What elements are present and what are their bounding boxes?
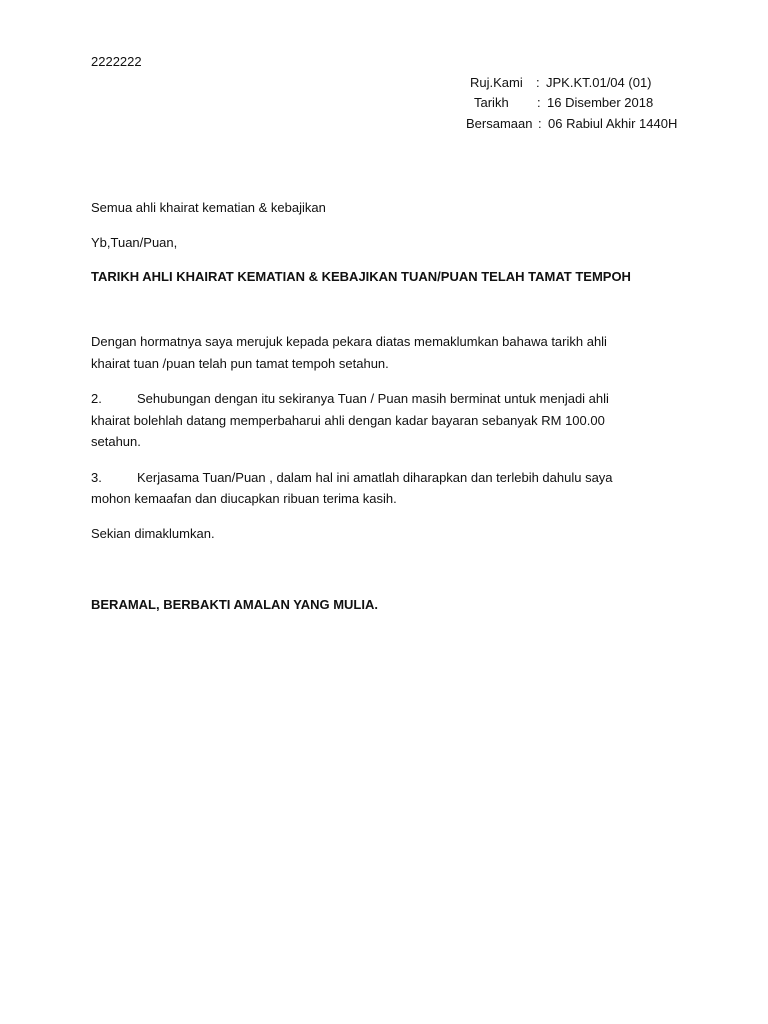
paragraph-2-number: 2.	[91, 391, 102, 406]
salutation: Yb,Tuan/Puan,	[91, 235, 178, 250]
ruj-value: JPK.KT.01/04 (01)	[546, 75, 652, 90]
paragraph-1-line-1: Dengan hormatnya saya merujuk kepada pekara diatas memaklumkan bahawa tarikh ahli	[91, 334, 607, 349]
closing-text: Sekian dimaklumkan.	[91, 526, 215, 541]
subject-heading: TARIKH AHLI KHAIRAT KEMATIAN & KEBAJIKAN TUAN/PUAN TELAH TAMAT TEMPOH	[91, 269, 631, 284]
bersamaan-separator: :	[538, 116, 542, 131]
tarikh-label: Tarikh	[474, 95, 509, 110]
ruj-separator: :	[536, 75, 540, 90]
motto: BERAMAL, BERBAKTI AMALAN YANG MULIA.	[91, 597, 378, 612]
header-code: 2222222	[91, 54, 142, 69]
paragraph-2-line-1: Sehubungan dengan itu sekiranya Tuan / Puan masih berminat untuk menjadi ahli	[137, 391, 609, 406]
bersamaan-label: Bersamaan	[466, 116, 533, 131]
recipient: Semua ahli khairat kematian & kebajikan	[91, 200, 326, 215]
paragraph-3-line-2: mohon kemaafan dan diucapkan ribuan terima kasih.	[91, 491, 397, 506]
tarikh-separator: :	[537, 95, 541, 110]
paragraph-1-line-2: khairat tuan /puan telah pun tamat tempoh setahun.	[91, 356, 389, 371]
paragraph-3-number: 3.	[91, 470, 102, 485]
tarikh-value: 16 Disember 2018	[547, 95, 654, 110]
ruj-label: Ruj.Kami	[470, 75, 523, 90]
paragraph-3-line-1: Kerjasama Tuan/Puan , dalam hal ini amatlah diharapkan dan terlebih dahulu saya	[137, 470, 613, 485]
paragraph-2-line-3: setahun.	[91, 434, 141, 449]
bersamaan-value: 06 Rabiul Akhir 1440H	[548, 116, 678, 131]
paragraph-2-line-2: khairat bolehlah datang memperbaharui ahli dengan kadar bayaran sebanyak RM 100.00	[91, 413, 605, 428]
